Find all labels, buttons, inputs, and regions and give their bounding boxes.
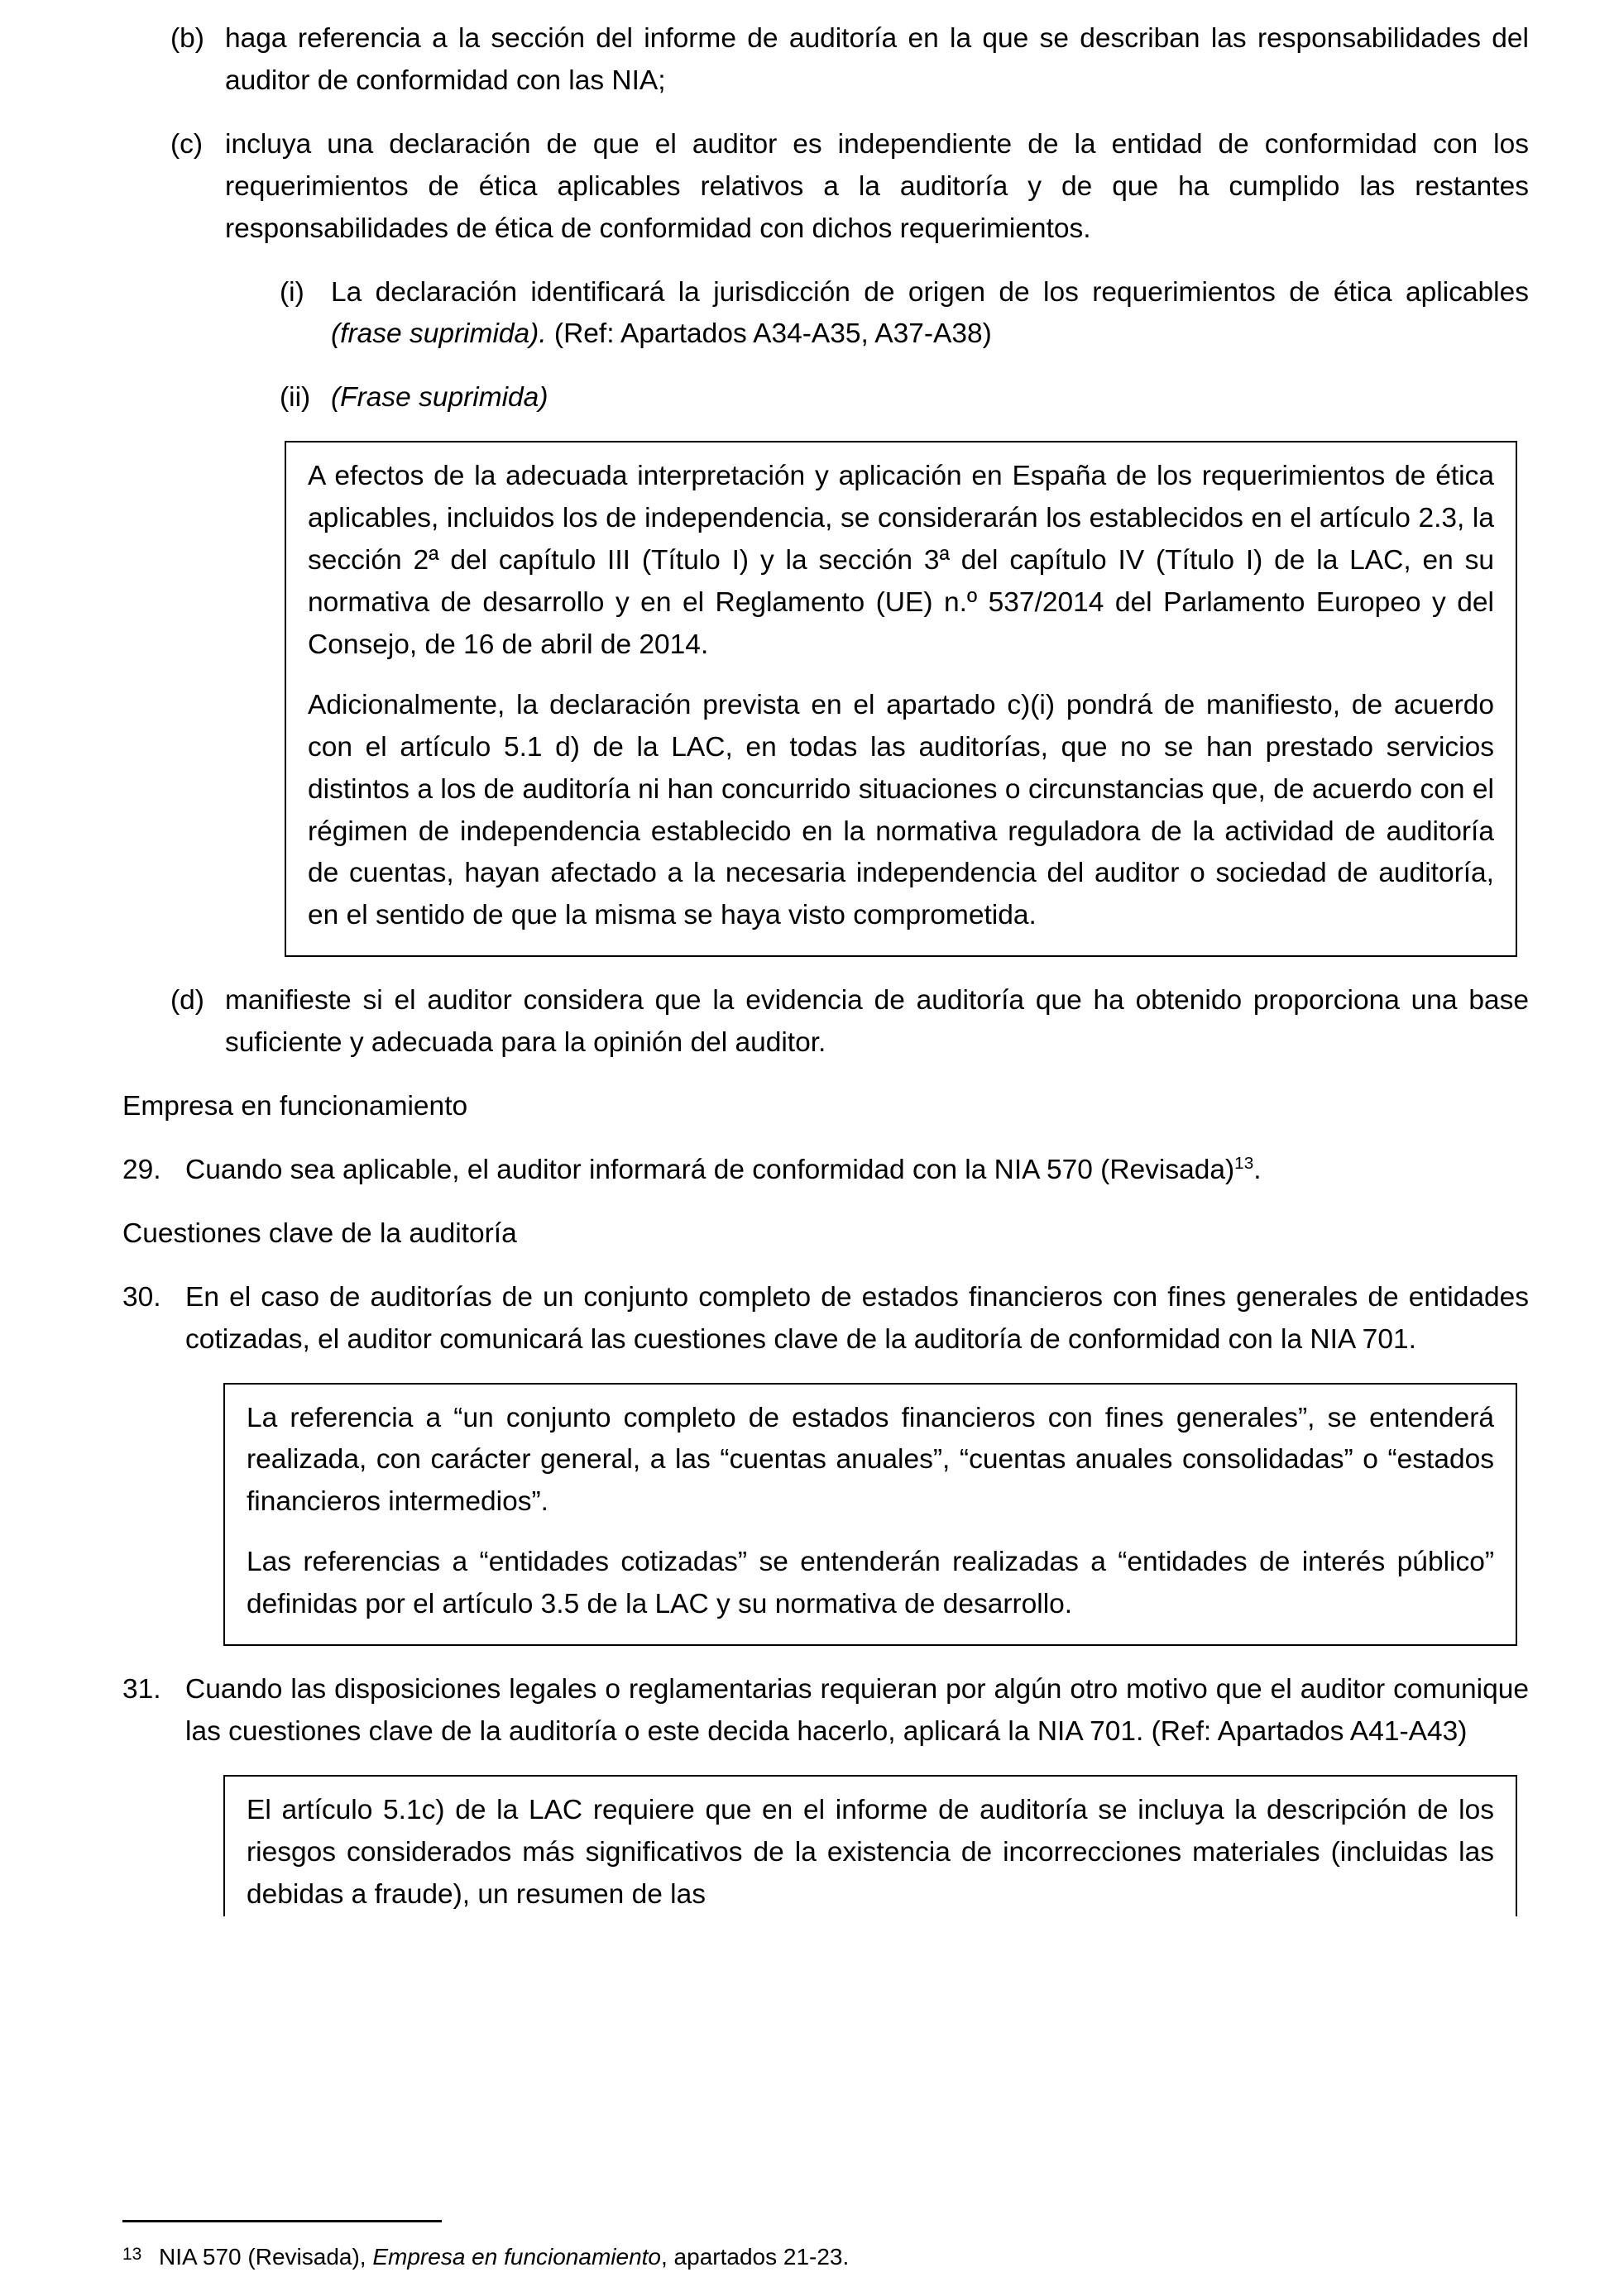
numbered-item-29	[122, 1150, 1529, 1192]
footnote-reference-13[interactable]: 13	[1234, 1153, 1254, 1173]
footnote-13-text	[159, 2241, 1529, 2274]
footnote-13-number: 13	[122, 2245, 142, 2265]
list-marker-b: (b)	[170, 23, 204, 54]
numbered-item-31	[122, 1669, 1529, 1753]
callout-2-paragraph-2: Las referencias a “entidades cotizadas” se entenderán realizadas a “entidades de interés público” definidas por el artículo 3.5 de la LAC y su normativa de desarrollo.	[247, 1547, 1494, 1620]
c-i-italic-note: (frase suprimida).	[331, 318, 547, 350]
footnote-13	[122, 2241, 1529, 2274]
footnote-area	[122, 2220, 1529, 2274]
numbered-text-29	[185, 1150, 1529, 1192]
numbered-marker-29: 29.	[122, 1154, 161, 1185]
callout-box-estados-financieros	[223, 1383, 1517, 1647]
list-text-d: manifieste si el auditor considera que la evidencia de auditoría que ha obtenido proporciona una base suficiente y adecuada para la opinión del auditor.	[225, 985, 1529, 1059]
callout-1-paragraph-1: A efectos de la adecuada interpretación y aplicación en España de los requerimientos de ética aplicables, incluidos los de independencia, se considerarán los establecidos en el artículo 2.3, la sección 2ª del capítulo III (Título I) y la sección 3ª del capítulo IV (Título I) de la LAC, en su normativa de desarrollo y en el Reglamento (UE) n.º 537/2014 del Parlamento Europeo y del Consejo, de 16 de abril de 2014.	[308, 461, 1494, 660]
numbered-marker-31: 31.	[122, 1674, 161, 1705]
section-heading-cuestiones-clave: Cuestiones clave de la auditoría	[122, 1217, 517, 1249]
footnote-13-italic-title: Empresa en funcionamiento	[372, 2244, 661, 2270]
numbered-text-30: En el caso de auditorías de un conjunto completo de estados financieros con fines generales de entidades cotizadas, el auditor comunicará las cuestiones clave de la auditoría de conformidad con la NIA 701.	[185, 1281, 1529, 1355]
list-marker-c-ii: (ii)	[280, 382, 311, 414]
list-text-c: incluya una declaración de que el auditor es independiente de la entidad de conformidad con los requerimientos de ética aplicables relativos a la auditoría y de que ha cumplido las restantes responsabilidades de ética de conformidad con dichos requerimientos.	[225, 128, 1529, 244]
footnote-separator-rule	[122, 2220, 442, 2222]
list-marker-c: (c)	[170, 128, 204, 160]
list-item-c-ii	[122, 377, 1529, 419]
c-i-text-after: (Ref: Apartados A34-A35, A37-A38)	[546, 318, 992, 350]
callout-box-ethics-requirements	[285, 441, 1517, 957]
item-29-text-after: .	[1253, 1154, 1262, 1185]
list-text-c-ii	[331, 377, 1529, 419]
item-29-text-before: Cuando sea aplicable, el auditor informará de conformidad con la NIA 570 (Revisada)	[185, 1154, 1235, 1185]
list-text-c-i	[331, 272, 1529, 356]
callout-1-paragraph-2: Adicionalmente, la declaración prevista en el apartado c)(i) pondrá de manifiesto, de acuerdo con el artículo 5.1 d) de la LAC, en todas las auditorías, que no se han prestado servicios distintos a los de auditoría ni han concurrido situaciones o circunstancias que, de acuerdo con el régimen de independencia establecido en la normativa reguladora de la actividad de auditoría de cuentas, hayan afectado a la necesaria independencia del auditor o sociedad de auditoría, en el sentido de que la misma se haya visto comprometida.	[308, 689, 1494, 931]
list-item-b	[122, 18, 1529, 103]
callout-2-paragraph-1: La referencia a “un conjunto completo de estados financieros con fines generales”, se entenderá realizada, con carácter general, a las “cuentas anuales”, “cuentas anuales consolidadas” o “estados financieros intermedios”.	[247, 1402, 1494, 1518]
section-heading-empresa-en-funcionamiento: Empresa en funcionamiento	[122, 1091, 468, 1122]
footnote-13-before: NIA 570 (Revisada),	[159, 2244, 373, 2270]
callout-3-paragraph-1: El artículo 5.1c) de la LAC requiere que en el informe de auditoría se incluya la descripción de los riesgos considerados más significativos de la existencia de incorrecciones materiales (incluidas las debidas a fraude), un resumen de las	[247, 1794, 1494, 1910]
c-ii-italic-note: (Frase suprimida)	[331, 382, 548, 414]
footnote-13-after: , apartados 21-23.	[661, 2244, 850, 2270]
list-marker-d: (d)	[170, 985, 204, 1016]
list-item-c-i	[122, 272, 1529, 356]
numbered-marker-30: 30.	[122, 1281, 161, 1313]
callout-box-articulo-5-1c	[223, 1775, 1517, 1916]
numbered-text-31: Cuando las disposiciones legales o reglamentarias requieran por algún otro motivo que el auditor comunique las cuestiones clave de la auditoría o este decida hacerlo, aplicará la NIA 701. (Ref: Apartados A41-A43)	[185, 1674, 1529, 1747]
list-item-c	[122, 124, 1529, 251]
list-text-b: haga referencia a la sección del informe de auditoría en la que se describan las responsabilidades del auditor de conformidad con las NIA;	[225, 23, 1529, 96]
c-i-text-before: La declaración identificará la jurisdicción de origen de los requerimientos de ética aplicables	[331, 276, 1529, 308]
numbered-item-30	[122, 1277, 1529, 1361]
list-marker-c-i: (i)	[280, 276, 304, 308]
page-content	[122, 18, 1529, 1916]
list-item-d	[122, 980, 1529, 1064]
